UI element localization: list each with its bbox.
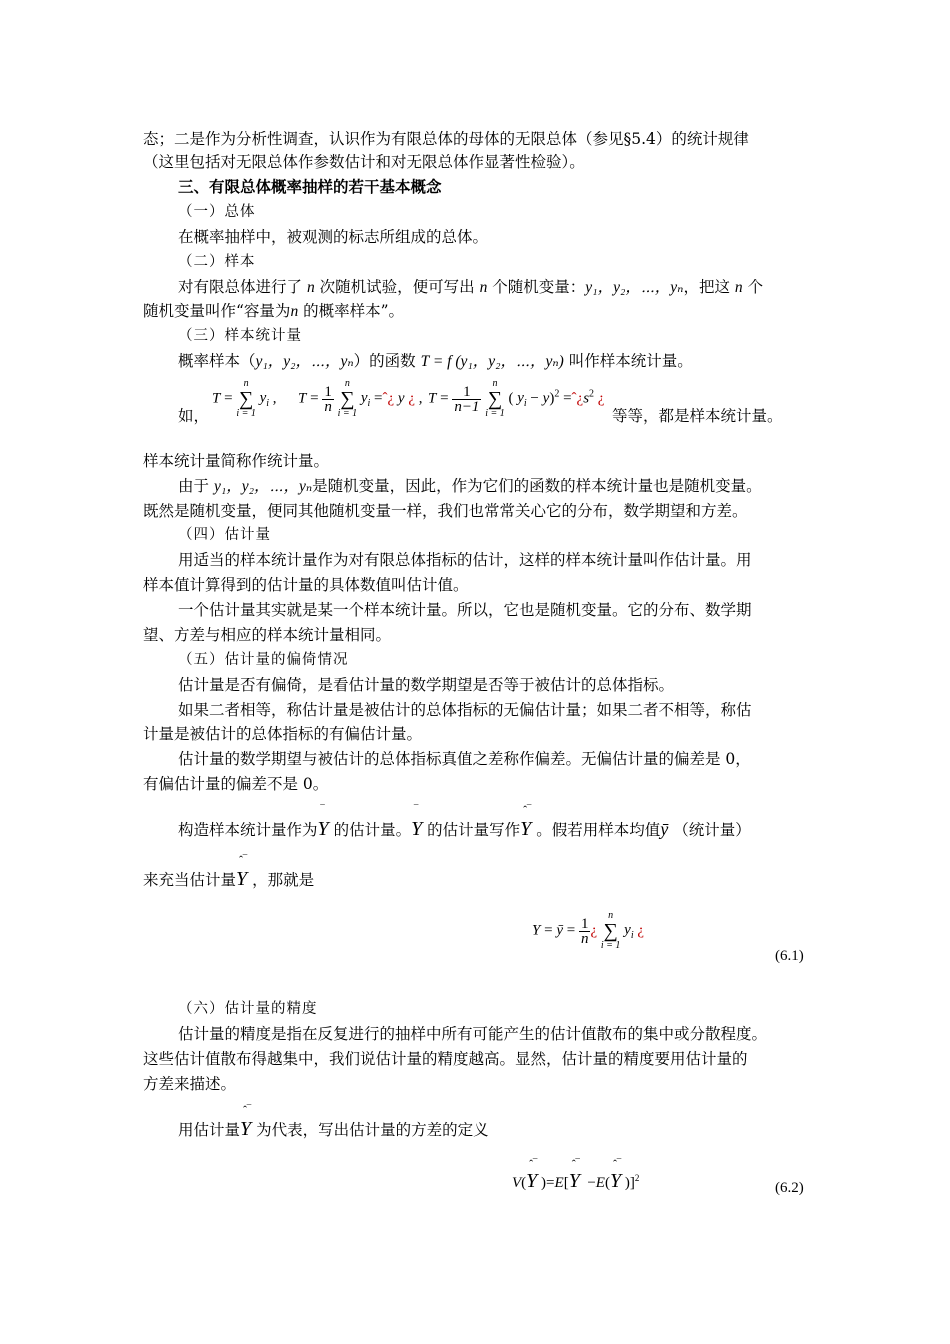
section-heading: 三、有限总体概率抽样的若干基本概念 [178, 178, 442, 196]
paragraph-line: 在概率抽样中，被观测的标志所组成的总体。 [178, 228, 489, 246]
paragraph-line: 估计量的数学期望与被估计的总体指标真值之差称作偏差。无偏估计量的偏差是 0， [178, 750, 751, 768]
paragraph-line: 一个估计量其实就是某一个样本统计量。所以，它也是随机变量。它的分布、数学期 [178, 601, 752, 619]
formula-mean: T = $\frac{1}{n}$ n ∑ i = 1 $y_i$ =ˆ¿ y ¿ , [298, 378, 423, 419]
paragraph-line: 态；二是作为分析性调查，认识作为有限总体的母体的无限总体（参见§5.4）的统计规律 [143, 130, 749, 148]
paragraph-line: 如， [178, 407, 210, 425]
paragraph-line: 这些估计值散布得越集中，我们说估计量的精度越高。显然，估计量的精度要用估计量的 [143, 1050, 748, 1068]
paragraph-line: 对有限总体进行了 n 次随机试验，便可写出 n 个随机变量：y₁，y₂，⋯，yₙ，把这 n 个 [178, 278, 764, 296]
equation-number: (6.2) [775, 1180, 804, 1196]
formula-sum: T = n ∑ i = 1 $y_i$ , [212, 378, 277, 419]
paragraph-line: 估计量的精度是指在反复进行的抽样中所有可能产生的估计值散布的集中或分散程度。 [178, 1025, 768, 1043]
paragraph-line: 用适当的样本统计量作为对有限总体指标的估计，这样的样本统计量叫作估计量。用 [178, 551, 752, 569]
paragraph-line: 计量是被估计的总体指标的有偏估计量。 [143, 725, 423, 743]
formula-variance: T = $\frac{1}{n-1}$ n ∑ i = 1 ( $y_i - y)^2$ $=ˆ¿s^2$ ¿ [428, 378, 605, 419]
paragraph-line: 望、方差与相应的样本统计量相同。 [143, 626, 392, 644]
subsection-heading: （五）估计量的偏倚情况 [178, 652, 349, 668]
subsection-heading: （三）样本统计量 [178, 328, 302, 344]
paragraph-line: 样本值计算得到的估计量的具体数值叫估计值。 [143, 576, 469, 594]
paragraph-line: 由于 y₁，y₂，⋯，yₙ是随机变量，因此，作为它们的函数的样本统计量也是随机变量。 [178, 477, 762, 495]
paragraph-line: 概率样本（y₁，y₂，⋯，yₙ）的函数 T = f (y₁，y₂，⋯，yₙ) 叫作样本统计量。 [178, 352, 693, 370]
paragraph-line: 估计量是否有偏倚，是看估计量的数学期望是否等于被估计的总体指标。 [178, 676, 675, 694]
subsection-heading: （六）估计量的精度 [178, 1001, 318, 1017]
paragraph-line: 如果二者相等，称估计量是被估计的总体指标的无偏估计量；如果二者不相等，称估 [178, 701, 752, 719]
paragraph-line: 既然是随机变量，便同其他随机变量一样，我们也常常关心它的分布，数学期望和方差。 [143, 502, 748, 520]
paragraph-line: 方差来描述。 [143, 1075, 237, 1093]
subsection-heading: （二）样本 [178, 254, 256, 270]
subsection-heading: （四）估计量 [178, 527, 271, 543]
equation-number: (6.1) [775, 948, 804, 964]
equation-6-1: Y = ȳ = $\frac{1}{n}$ ¿ n ∑ i = 1 $y_i$ ¿ [532, 910, 645, 951]
paragraph-line: 用估计量 ˆ‾ Y 为代表，写出估计量的方差的定义 [178, 1103, 489, 1140]
paragraph-line: 等等，都是样本统计量。 [612, 407, 783, 425]
paragraph-line: （这里包括对无限总体作参数估计和对无限总体作显著性检验）。 [143, 153, 585, 171]
paragraph-line: 有偏估计量的偏差不是 0。 [143, 775, 329, 793]
subsection-heading: （一）总体 [178, 204, 256, 220]
paragraph-line: 随机变量叫作“容量为n 的概率样本”。 [143, 302, 405, 320]
equation-6-2: V( ˆ‾ Y )=E[ ˆ‾ Y −E( ˆ‾ Y )]$^2$ [512, 1157, 640, 1192]
paragraph-line: 样本统计量简称作统计量。 [143, 452, 330, 470]
paragraph-line: 构造样本统计量作为 ‾ Y 的估计量。 ‾ Y 的估计量写作 ˆ‾ Y 。假若用样本均值ȳ （统计量） [178, 803, 751, 840]
paragraph-line: 来充当估计量 ˆ‾ Y ，那就是 [143, 853, 315, 890]
